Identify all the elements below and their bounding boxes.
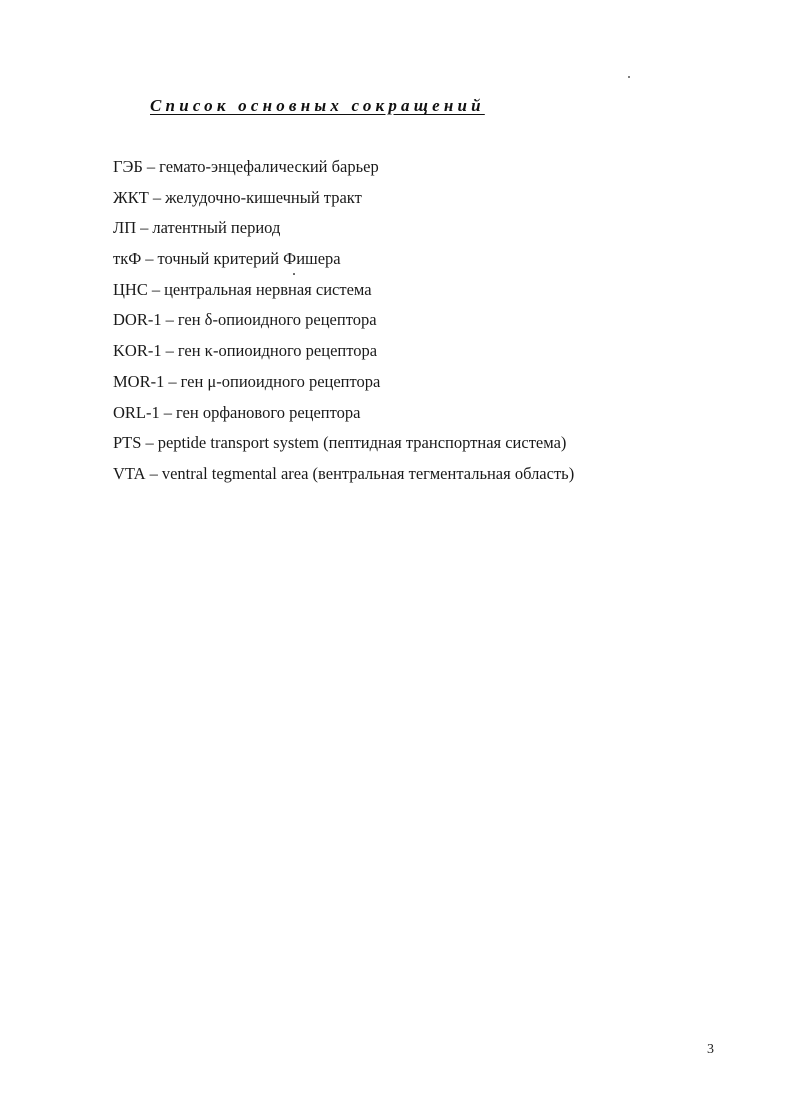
abbreviation-term: DOR-1: [113, 310, 162, 330]
abbreviation-dash: –: [145, 433, 154, 453]
abbreviation-term: ЖКТ: [113, 187, 149, 207]
abbreviation-term: MOR-1: [113, 371, 165, 391]
abbreviation-dash: –: [152, 187, 162, 207]
abbreviation-definition: ventral tegmental area (вентральная тегментальная область): [161, 463, 575, 483]
abbreviation-item: [113, 156, 574, 187]
abbreviation-term: ткФ: [113, 249, 142, 269]
abbreviation-dash: –: [140, 218, 149, 238]
abbreviation-definition: латентный период: [152, 218, 281, 238]
scan-speck: [628, 76, 630, 78]
abbreviation-term: ЦНС: [113, 279, 148, 299]
abbreviation-dash: –: [151, 279, 161, 299]
abbreviation-definition: ген κ-опиоидного рецептора: [177, 341, 378, 361]
abbreviation-item: [113, 402, 574, 433]
abbreviation-term: KOR-1: [113, 341, 162, 361]
abbreviation-item: [113, 309, 574, 340]
abbreviation-list: [113, 156, 574, 494]
abbreviation-term: ЛП: [113, 218, 137, 238]
abbreviation-item: [113, 217, 574, 248]
abbreviation-definition: ген орфанового рецептора: [176, 402, 361, 422]
abbreviation-item: [113, 463, 574, 494]
abbreviation-item: [113, 279, 574, 310]
abbreviation-definition: гемато-энцефалический барьер: [159, 157, 379, 176]
abbreviation-term: VTA: [113, 463, 146, 483]
abbreviation-item: [113, 371, 574, 402]
abbreviation-term: ORL-1: [113, 402, 160, 422]
abbreviation-item: [113, 248, 574, 279]
abbreviation-definition: желудочно-кишечный тракт: [165, 187, 362, 207]
abbreviation-dash: –: [149, 463, 158, 483]
abbreviation-dash: –: [145, 249, 154, 269]
abbreviation-item: [113, 187, 574, 218]
abbreviation-dash: –: [165, 310, 174, 330]
abbreviation-dash: –: [163, 402, 172, 422]
abbreviation-item: [113, 340, 574, 371]
abbreviation-item: [113, 432, 574, 463]
abbreviation-dash: –: [146, 157, 156, 176]
abbreviation-definition: ген μ-опиоидного рецептора: [180, 371, 381, 391]
page-number: 3: [707, 1042, 714, 1057]
abbreviation-term: ГЭБ: [113, 157, 143, 176]
abbreviation-definition: центральная нервная система: [164, 279, 372, 299]
abbreviation-definition: ген δ-опиоидного рецептора: [177, 310, 377, 330]
abbreviation-dash: –: [165, 341, 174, 361]
abbreviation-definition: точный критерий Фишера: [157, 249, 341, 269]
abbreviation-dash: –: [168, 371, 177, 391]
page-title: Список основных сокращений: [150, 96, 485, 115]
abbreviation-definition: peptide transport system (пептидная транспортная система): [157, 433, 567, 453]
abbreviation-term: PTS: [113, 433, 142, 453]
